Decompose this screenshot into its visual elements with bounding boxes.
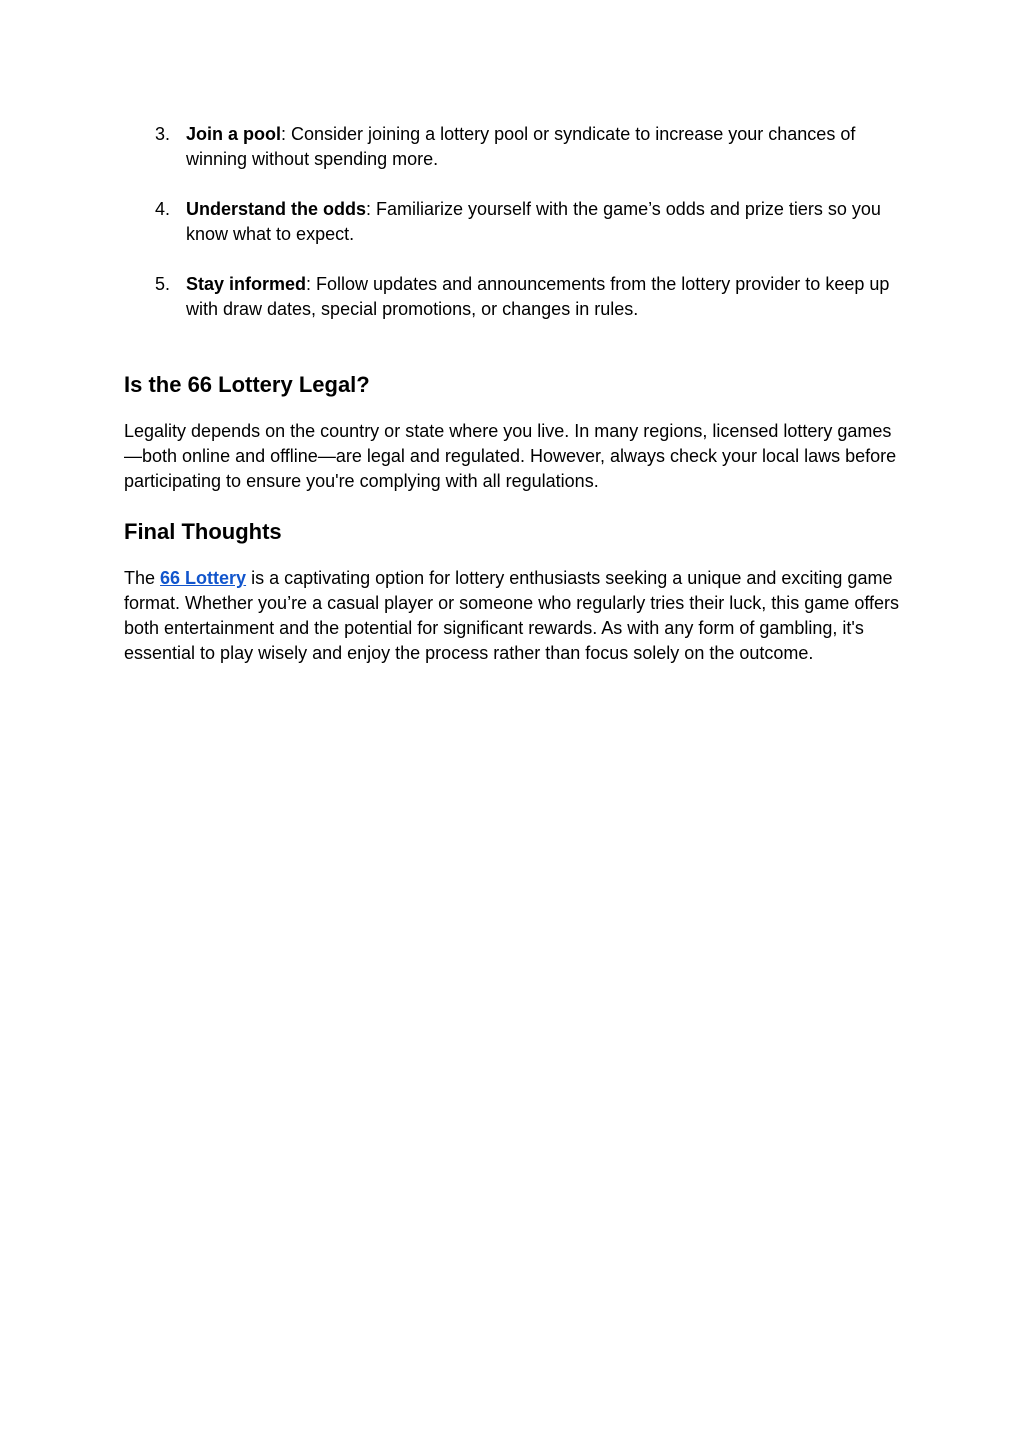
legal-section-heading: Is the 66 Lottery Legal? bbox=[124, 372, 370, 397]
list-item-title: Stay informed bbox=[186, 274, 307, 294]
tips-list bbox=[124, 122, 904, 322]
list-item-number: 5. bbox=[155, 274, 171, 294]
list-item-text: : Consider joining a lottery pool or syndicate to increase your chances of winning without spending more. bbox=[186, 124, 856, 169]
document-content bbox=[124, 122, 904, 666]
final-thoughts-paragraph bbox=[124, 566, 904, 666]
final-thoughts-prefix: The bbox=[124, 568, 161, 588]
list-item-title: Join a pool bbox=[186, 124, 282, 144]
final-thoughts-text: is a captivating option for lottery enthusiasts seeking a unique and exciting game format. Whether you’re a casual player or someone who regularly tries their luck, this game offers both entertainment and the potential for significant rewards. As with any form of gambling, it's essential to play wisely and enjoy the process rather than focus solely on the outcome. bbox=[124, 568, 900, 663]
list-item bbox=[124, 272, 904, 322]
list-item-text: : Follow updates and announcements from the lottery provider to keep up with draw dates, special promotions, or changes in rules. bbox=[186, 274, 890, 319]
legal-section-paragraph: Legality depends on the country or state where you live. In many regions, licensed lottery games—both online and offline—are legal and regulated. However, always check your local laws before participating to ensure you're complying with all regulations. bbox=[124, 421, 897, 491]
list-item bbox=[124, 122, 904, 172]
list-item-text: : Familiarize yourself with the game’s odds and prize tiers so you know what to expect. bbox=[186, 199, 881, 244]
final-thoughts-heading: Final Thoughts bbox=[124, 519, 282, 544]
lottery-link[interactable]: 66 Lottery bbox=[160, 568, 247, 588]
list-item-title: Understand the odds bbox=[186, 199, 367, 219]
list-item bbox=[124, 197, 904, 247]
list-item-number: 3. bbox=[155, 124, 171, 144]
list-item-number: 4. bbox=[155, 199, 171, 219]
